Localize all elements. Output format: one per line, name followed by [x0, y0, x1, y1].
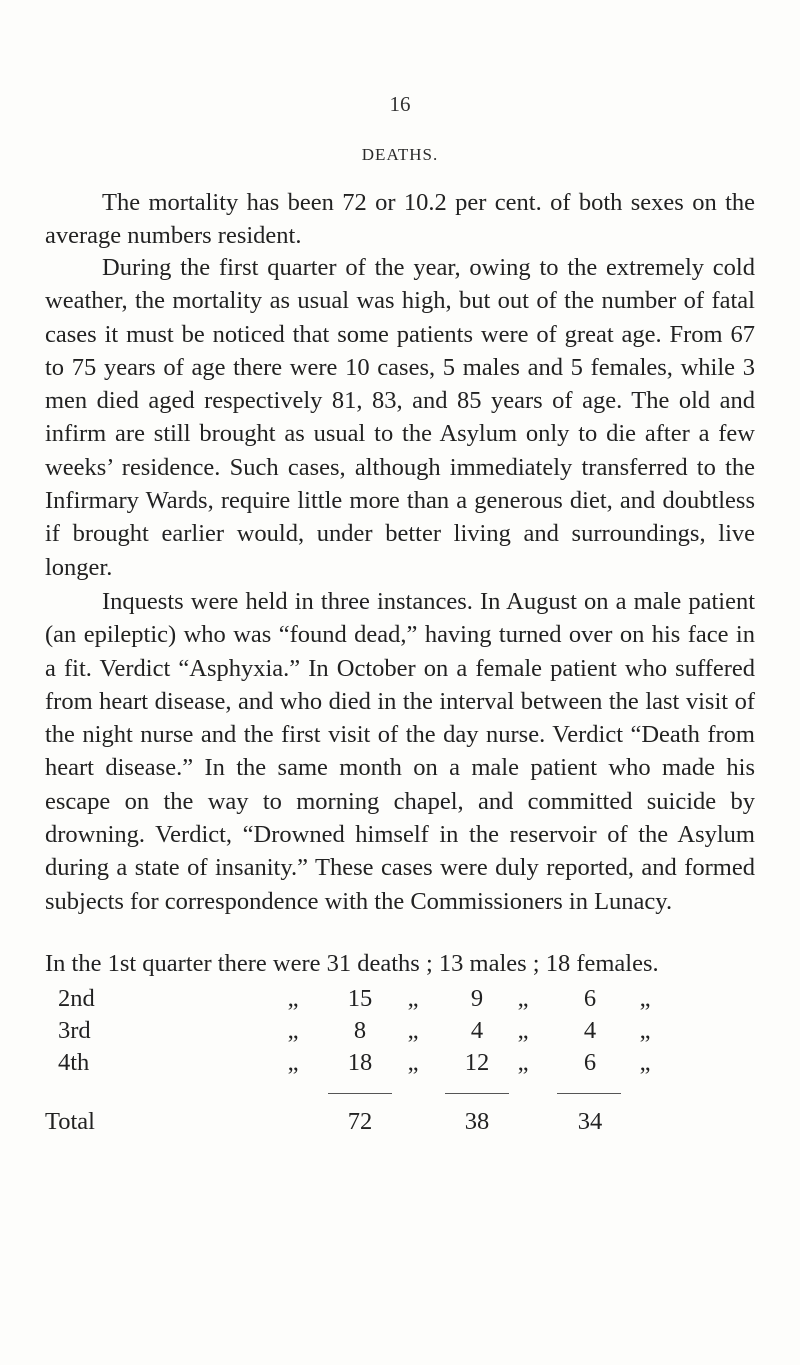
- total-rule-females: [557, 1093, 621, 1094]
- total-females-value: 34: [577, 1108, 603, 1135]
- quarter-label: 4th: [58, 1049, 90, 1076]
- table-row: [0, 1017, 800, 1047]
- ditto-mark: „: [517, 1017, 529, 1044]
- deaths-value: 18: [347, 1049, 373, 1076]
- table-total-row: [0, 1108, 800, 1138]
- deaths-value: 8: [353, 1017, 367, 1044]
- females-value: 6: [583, 1049, 597, 1076]
- quarter-label: 2nd: [58, 985, 95, 1012]
- ditto-mark: „: [639, 1017, 651, 1044]
- quarter-label: 3rd: [58, 1017, 91, 1044]
- ditto-mark: „: [517, 1049, 529, 1076]
- total-rule-deaths: [328, 1093, 392, 1094]
- paragraph-first-quarter: During the first quarter of the year, owing to the extremely cold weather, the mortality as usual was high, but out of the number of fatal cases it must be noticed that some patients were of great age. From 67 to 75 years of age there were 10 cases, 5 males and 5 females, while 3 men died aged respectively 81, 83, and 85 years of age. The old and infirm are still brought as usual to the Asylum only to die after a few weeks’ residence. Such cases, although immediately transferred to the Infirmary Wards, require little more than a generous diet, and doubtless if brought earlier would, under better living and surroundings, live longer.: [45, 254, 755, 581]
- ditto-mark: „: [517, 985, 529, 1012]
- males-value: 9: [470, 985, 484, 1012]
- page-number: 16: [389, 92, 411, 116]
- deaths-value: 15: [347, 985, 373, 1012]
- ditto-mark: „: [639, 1049, 651, 1076]
- ditto-mark: „: [287, 1049, 299, 1076]
- total-rule-males: [445, 1093, 509, 1094]
- table-intro-line: In the 1st quarter there were 31 deaths ; 13 males ; 18 females.: [45, 950, 659, 977]
- ditto-mark: „: [287, 1017, 299, 1044]
- paragraph-mortality: The mortality has been 72 or 10.2 per cent. of both sexes on the average numbers resident.: [45, 189, 755, 250]
- section-heading: DEATHS.: [361, 145, 439, 164]
- total-label: Total: [45, 1108, 95, 1135]
- ditto-mark: „: [639, 985, 651, 1012]
- ditto-mark: „: [407, 985, 419, 1012]
- ditto-mark: „: [407, 1017, 419, 1044]
- males-value: 12: [464, 1049, 490, 1076]
- females-value: 6: [583, 985, 597, 1012]
- total-deaths-value: 72: [347, 1108, 373, 1135]
- total-males-value: 38: [464, 1108, 490, 1135]
- ditto-mark: „: [407, 1049, 419, 1076]
- ditto-mark: „: [287, 985, 299, 1012]
- paragraph-inquests: Inquests were held in three instances. In August on a male patient (an epileptic) who was “found dead,” having turned over on his face in a fit. Verdict “Asphyxia.” In October on a female patient who suffered from heart disease, and who died in the interval between the last visit of the night nurse and the first visit of the day nurse. Verdict “Death from heart disease.” In the same month on a male patient who made his escape on the way to morning chapel, and committed suicide by drowning. Verdict, “Drowned himself in the reservoir of the Asylum during a state of insanity.” These cases were duly reported, and formed subjects for correspondence with the Commissioners in Lunacy.: [45, 588, 755, 915]
- females-value: 4: [583, 1017, 597, 1044]
- table-row: [0, 985, 800, 1015]
- table-row: [0, 1049, 800, 1079]
- males-value: 4: [470, 1017, 484, 1044]
